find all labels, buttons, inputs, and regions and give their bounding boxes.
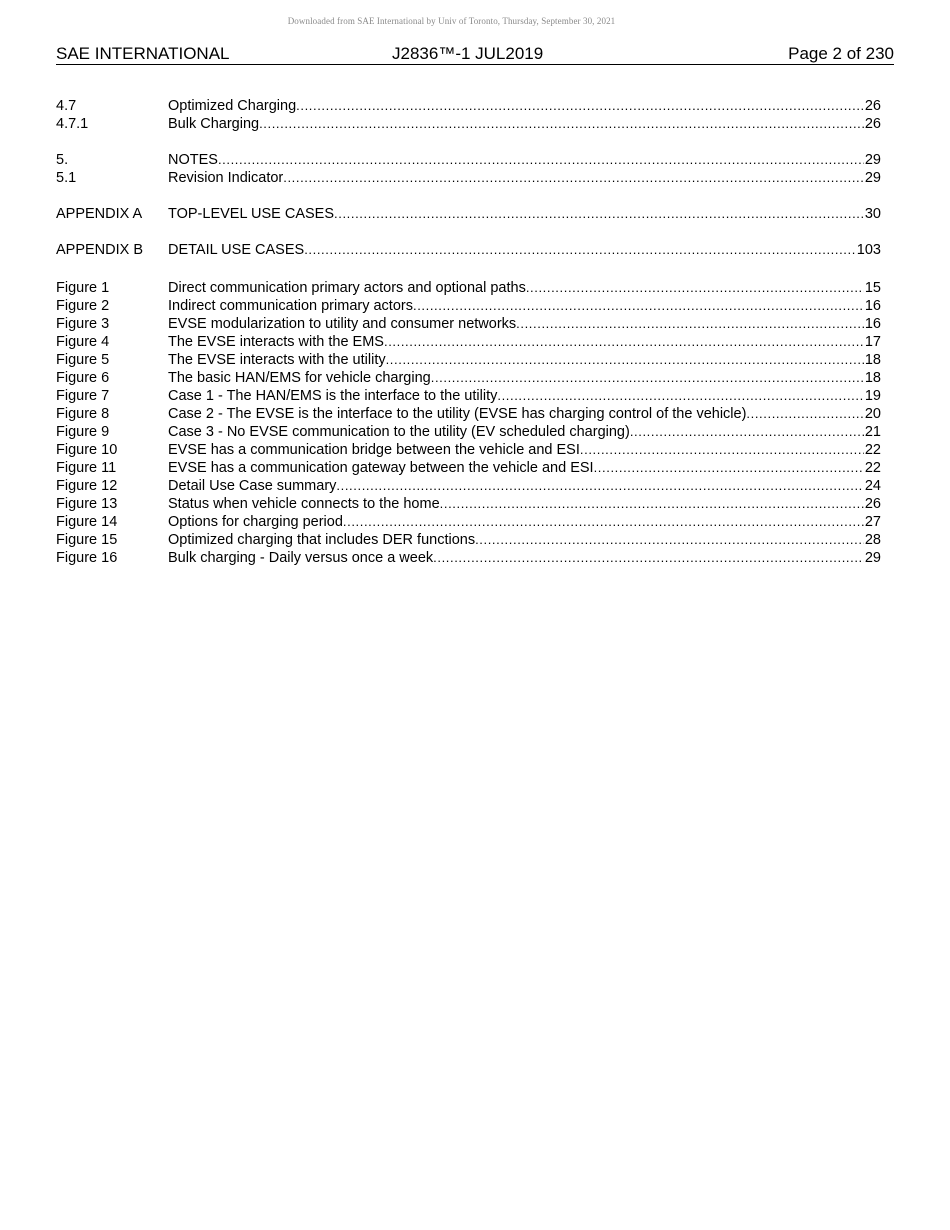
figure-entry[interactable] [56, 333, 881, 351]
toc-entry-page: 26 [864, 116, 881, 132]
toc-entry-number: 5.1 [56, 170, 77, 186]
dot-leader [526, 279, 864, 297]
figure-entry-page: 17 [864, 334, 881, 350]
figure-entry-title: The EVSE interacts with the EMS [168, 334, 384, 350]
dot-leader [594, 459, 864, 477]
dot-leader [475, 531, 864, 549]
toc-entry-page: 26 [864, 98, 881, 114]
toc-entry[interactable] [56, 115, 881, 133]
figure-entry-page: 18 [864, 352, 881, 368]
figure-entry-number: Figure 8 [56, 406, 110, 422]
figure-entry-page: 27 [864, 514, 881, 530]
figure-entry-number: Figure 3 [56, 316, 110, 332]
figure-entry[interactable] [56, 279, 881, 297]
toc-entry-number: 4.7.1 [56, 116, 89, 132]
figure-entry[interactable] [56, 315, 881, 333]
page-header [56, 44, 894, 65]
toc-entry[interactable] [56, 241, 881, 259]
figure-entry[interactable] [56, 477, 881, 495]
figure-entry-number: Figure 6 [56, 370, 110, 386]
table-of-contents [56, 97, 881, 567]
toc-entry-number: 5. [56, 152, 69, 168]
dot-leader [497, 387, 864, 405]
dot-leader [746, 405, 863, 423]
figure-entry-page: 22 [864, 442, 881, 458]
toc-entry-page: 103 [856, 242, 881, 258]
toc-entry-number: 4.7 [56, 98, 77, 114]
figure-entry-page: 18 [864, 370, 881, 386]
dot-leader [433, 549, 864, 567]
figure-entry-page: 29 [864, 550, 881, 566]
dot-leader [516, 315, 864, 333]
toc-entry-title: NOTES [168, 152, 218, 168]
dot-leader [336, 477, 863, 495]
toc-entry[interactable] [56, 151, 881, 169]
figure-entry[interactable] [56, 423, 881, 441]
dot-leader [440, 495, 864, 513]
figure-entry[interactable] [56, 513, 881, 531]
figure-entry-page: 16 [864, 298, 881, 314]
document-id: J2836™-1 JUL2019 [392, 44, 544, 63]
figure-entry-title: Indirect communication primary actors [168, 298, 413, 314]
dot-leader [343, 513, 864, 531]
dot-leader [384, 333, 864, 351]
toc-entry[interactable] [56, 169, 881, 187]
toc-entry-title: Revision Indicator [168, 170, 284, 186]
toc-entry-number: APPENDIX B [56, 242, 144, 258]
toc-entry-title: Bulk Charging [168, 116, 260, 132]
figure-entry-page: 24 [864, 478, 881, 494]
toc-entry-title: Optimized Charging [168, 98, 297, 114]
figure-entry-page: 20 [864, 406, 881, 422]
figure-entry[interactable] [56, 369, 881, 387]
figure-entry[interactable] [56, 297, 881, 315]
figure-entry-title: Case 3 - No EVSE communication to the utility (EV scheduled charging) [168, 424, 630, 440]
figure-entry-number: Figure 10 [56, 442, 118, 458]
figure-entry-title: Optimized charging that includes DER functions [168, 532, 476, 548]
dot-leader [218, 151, 864, 169]
figure-entry-title: Case 2 - The EVSE is the interface to the utility (EVSE has charging control of the vehicle) [168, 406, 747, 422]
figure-entry-title: The basic HAN/EMS for vehicle charging [168, 370, 431, 386]
figure-entry-number: Figure 16 [56, 550, 118, 566]
figure-entry-title: Direct communication primary actors and optional paths [168, 280, 526, 296]
figure-entry-title: Bulk charging - Daily versus once a week [168, 550, 434, 566]
figure-entry[interactable] [56, 495, 881, 513]
figure-entry[interactable] [56, 351, 881, 369]
toc-entry-page: 29 [864, 152, 881, 168]
dot-leader [413, 297, 864, 315]
figure-entry[interactable] [56, 387, 881, 405]
figure-entry-number: Figure 13 [56, 496, 118, 512]
figure-entry-page: 28 [864, 532, 881, 548]
figure-entry[interactable] [56, 459, 881, 477]
toc-entry-number: APPENDIX A [56, 206, 143, 222]
figure-entry-title: Status when vehicle connects to the home [168, 496, 440, 512]
download-watermark: Downloaded from SAE International by Univ of Toronto, Thursday, September 30, 2021 [287, 16, 616, 26]
figure-entry-title: EVSE modularization to utility and consumer networks [168, 316, 517, 332]
figure-entry-number: Figure 12 [56, 478, 118, 494]
toc-entry[interactable] [56, 97, 881, 115]
figure-entry[interactable] [56, 549, 881, 567]
spacer [56, 259, 881, 279]
publisher-name: SAE INTERNATIONAL [56, 44, 230, 63]
spacer [56, 223, 881, 241]
dot-leader [431, 369, 864, 387]
figure-entry-title: Case 1 - The HAN/EMS is the interface to the utility [168, 388, 498, 404]
dot-leader [304, 241, 856, 259]
toc-entry-page: 29 [864, 170, 881, 186]
figure-entry-page: 15 [864, 280, 881, 296]
figure-entry[interactable] [56, 441, 881, 459]
figure-entry-title: EVSE has a communication gateway between the vehicle and ESI [168, 460, 594, 476]
figure-entry-page: 21 [864, 424, 881, 440]
figure-entry-number: Figure 2 [56, 298, 110, 314]
figure-entry-title: Detail Use Case summary [168, 478, 337, 494]
figure-entry-number: Figure 11 [56, 460, 117, 476]
figure-entry-page: 19 [864, 388, 881, 404]
figure-entry-number: Figure 9 [56, 424, 110, 440]
toc-entry-title: TOP-LEVEL USE CASES [168, 206, 335, 222]
toc-entry[interactable] [56, 205, 881, 223]
figure-entry-number: Figure 1 [56, 280, 110, 296]
figure-entry-title: EVSE has a communication bridge between the vehicle and ESI [168, 442, 580, 458]
figure-entry-number: Figure 4 [56, 334, 110, 350]
figure-entry-number: Figure 5 [56, 352, 110, 368]
figure-entry-number: Figure 14 [56, 514, 118, 530]
dot-leader [386, 351, 864, 369]
figure-entry-number: Figure 7 [56, 388, 110, 404]
toc-entry-page: 30 [864, 206, 881, 222]
toc-entry-title: DETAIL USE CASES [168, 242, 305, 258]
spacer [56, 133, 881, 151]
dot-leader [334, 205, 864, 223]
figure-entry[interactable] [56, 405, 881, 423]
dot-leader [630, 423, 864, 441]
figure-entry-title: The EVSE interacts with the utility [168, 352, 386, 368]
figure-entry-page: 26 [864, 496, 881, 512]
dot-leader [296, 97, 864, 115]
dot-leader [580, 441, 864, 459]
page-number: Page 2 of 230 [788, 44, 894, 63]
figure-entry[interactable] [56, 531, 881, 549]
dot-leader [259, 115, 864, 133]
figure-entry-page: 22 [864, 460, 881, 476]
spacer [56, 187, 881, 205]
figure-entry-number: Figure 15 [56, 532, 118, 548]
dot-leader [283, 169, 864, 187]
figure-entry-page: 16 [864, 316, 881, 332]
figure-entry-title: Options for charging period [168, 514, 343, 530]
